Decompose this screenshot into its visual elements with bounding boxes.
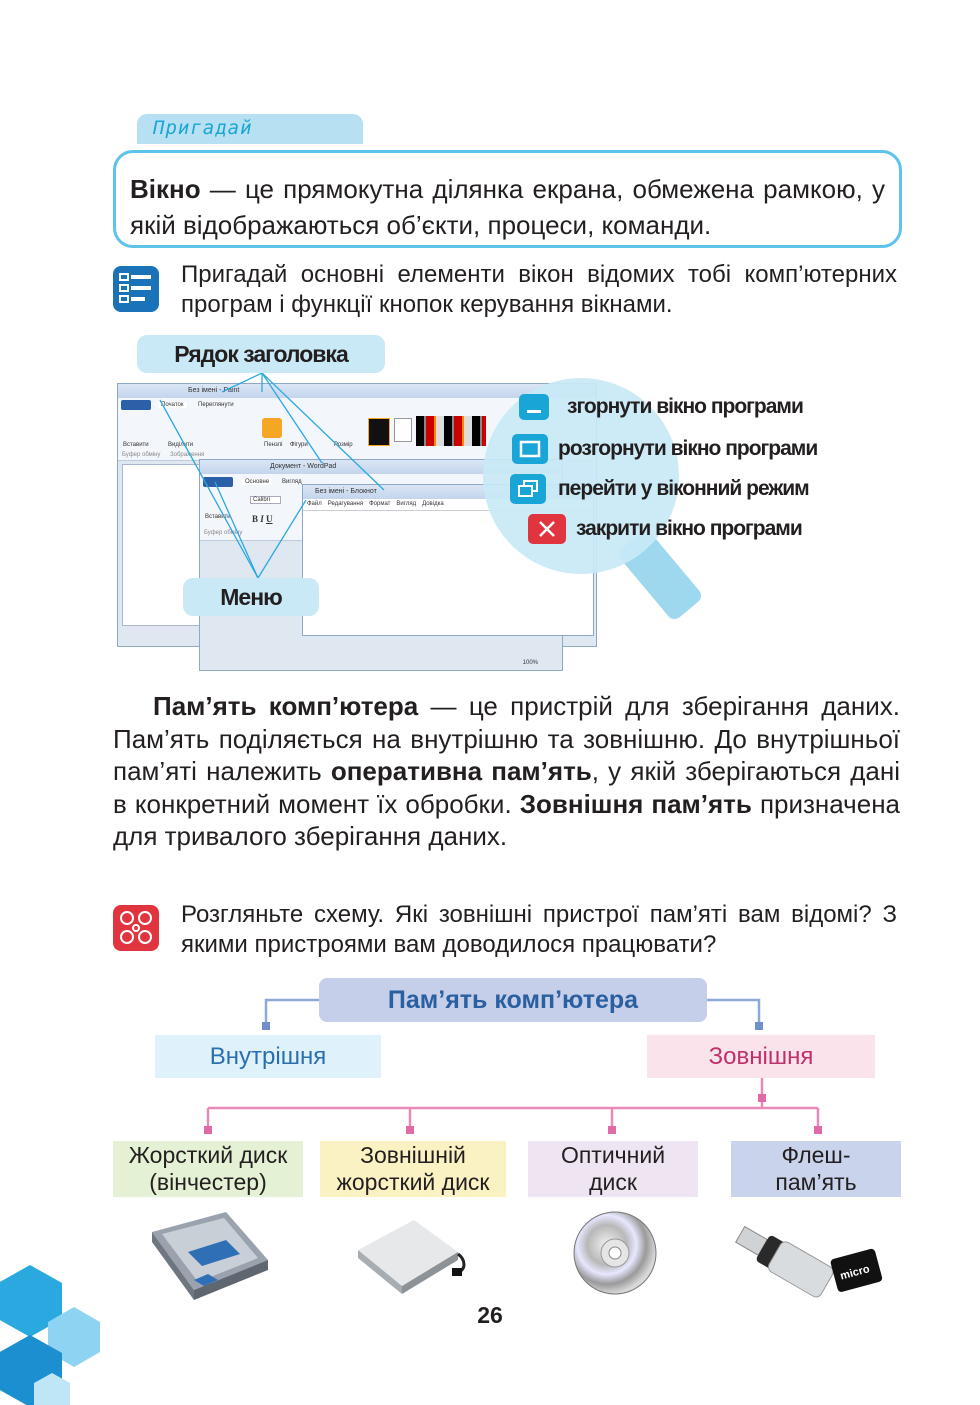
ram-term: оперативна пам’ять: [330, 756, 592, 786]
wordpad-zoom: 100%: [522, 660, 538, 666]
diagram-internal: Внутрішня: [155, 1035, 381, 1078]
control-maximize-label: розгорнути вікно програми: [558, 437, 818, 460]
paint-tab-view: Переглянути: [198, 402, 234, 408]
leaf-external-hard-disk-line1: Зовнішній: [360, 1142, 466, 1168]
minimize-icon: [519, 394, 549, 420]
title-bar-label: Рядок заголовка: [137, 335, 385, 373]
memory-text-1: — це пристрій для зберігання даних. Пам’ять поділяється на внутрішню та зовнішню. До внутрішньої пам’яті належить: [113, 691, 900, 786]
leaf-flash-memory: [731, 1141, 901, 1197]
external-hard-disk-icon: [354, 1210, 470, 1300]
definition-term: Вікно: [130, 174, 201, 204]
wordpad-insert-label: Вставити: [205, 514, 231, 520]
leaf-external-hard-disk-line2: жорсткий диск: [336, 1169, 490, 1195]
paint-image-label: Зображення: [170, 452, 205, 458]
control-minimize: [519, 394, 803, 420]
leaf-hard-disk-line1: Жорсткий диск: [128, 1142, 288, 1168]
control-restore-label: перейти у віконний режим: [558, 477, 809, 500]
wordpad-font-box: Calibri: [250, 496, 281, 504]
notepad-menu-file: Файл: [307, 501, 322, 507]
hard-disk-icon: [148, 1210, 272, 1302]
wordpad-format-buttons: B I U: [252, 514, 273, 524]
group-work-icon: [113, 905, 159, 951]
restore-icon: [510, 474, 546, 504]
wordpad-tab-view: Вигляд: [282, 479, 302, 485]
remember-tab-label: Пригадай: [153, 117, 253, 139]
definition-body: — це прямокутна ділянка екрана, обмежена рамкою, у якій відображаються об’єкти, процеси, команди.: [130, 174, 885, 240]
notepad-menu-edit: Редагування: [327, 501, 364, 507]
paint-shapes-label: Фігури: [290, 442, 308, 448]
diagram-root: Пам’ять комп’ютера: [319, 978, 707, 1022]
memory-text-2: , у якій зберігаються дані в конкретний момент їх обробки.: [113, 756, 900, 819]
leaf-flash-memory-line1: Флеш-: [781, 1142, 851, 1168]
control-minimize-label: згорнути вікно програми: [567, 395, 803, 418]
paint-title-bar: Без імені - Paint: [118, 384, 596, 398]
memory-text-3: призначена для тривалого зберігання даних.: [113, 788, 901, 851]
paint-tab-home: Початок: [158, 402, 187, 408]
external-memory-term: Зовнішня пам’ять: [519, 788, 752, 819]
task1-text: Пригадай основні елементи вікон відомих тобі комп’ютерних програм і функції кнопок керування вікнами.: [181, 261, 897, 318]
close-icon: [528, 514, 566, 544]
maximize-icon: [512, 434, 548, 464]
leaf-optical-disc-line1: Оптичний: [560, 1142, 666, 1168]
control-close-label: закрити вікно програми: [576, 517, 802, 540]
wordpad-title-bar: Документ - WordPad: [200, 460, 562, 474]
svg-text:micro: micro: [838, 1263, 871, 1283]
hexagon-decoration: [0, 1255, 110, 1405]
leaf-hard-disk: [113, 1141, 303, 1197]
paint-select-label: Виділити: [168, 442, 194, 448]
leaf-hard-disk-line2: (вінчестер): [149, 1169, 267, 1195]
flash-drive-icon: [722, 1212, 892, 1308]
notepad-menu-view: Вигляд: [396, 501, 417, 507]
notepad-title-bar: Без імені - Блокнот: [303, 485, 593, 499]
notepad-menu-format: Формат: [369, 501, 391, 507]
paint-brush-label: Пензлі: [264, 442, 283, 448]
control-close: [528, 514, 802, 544]
control-maximize: [512, 434, 817, 464]
memory-term: Пам’ять комп’ютера: [153, 691, 419, 721]
page-number: 26: [477, 1302, 503, 1328]
diagram-external: Зовнішня: [647, 1035, 875, 1078]
paint-insert-label: Вставити: [123, 442, 149, 448]
control-restore: [510, 474, 809, 504]
notepad-menu-help: Довідка: [422, 501, 444, 507]
leaf-external-hard-disk: [320, 1141, 506, 1197]
wordpad-tab-main: Основне: [242, 479, 272, 485]
leaf-optical-disc-line2: диск: [589, 1169, 637, 1195]
wordpad-clipboard-label: Буфер обміну: [204, 530, 243, 536]
paint-size-label: Розмір: [334, 442, 353, 448]
memory-paragraph: [113, 690, 900, 853]
optical-disc-icon: [572, 1210, 658, 1296]
leaf-optical-disc: [528, 1141, 698, 1197]
task2-text: Розгляньте схему. Які зовнішні пристрої пам’яті вам відомі? З якими пристроями вам доводилося працювати?: [181, 901, 897, 958]
leaf-flash-memory-line2: пам’ять: [775, 1169, 857, 1195]
menu-label: Меню: [183, 578, 319, 616]
paint-clipboard-label: Буфер обміну: [122, 452, 161, 458]
